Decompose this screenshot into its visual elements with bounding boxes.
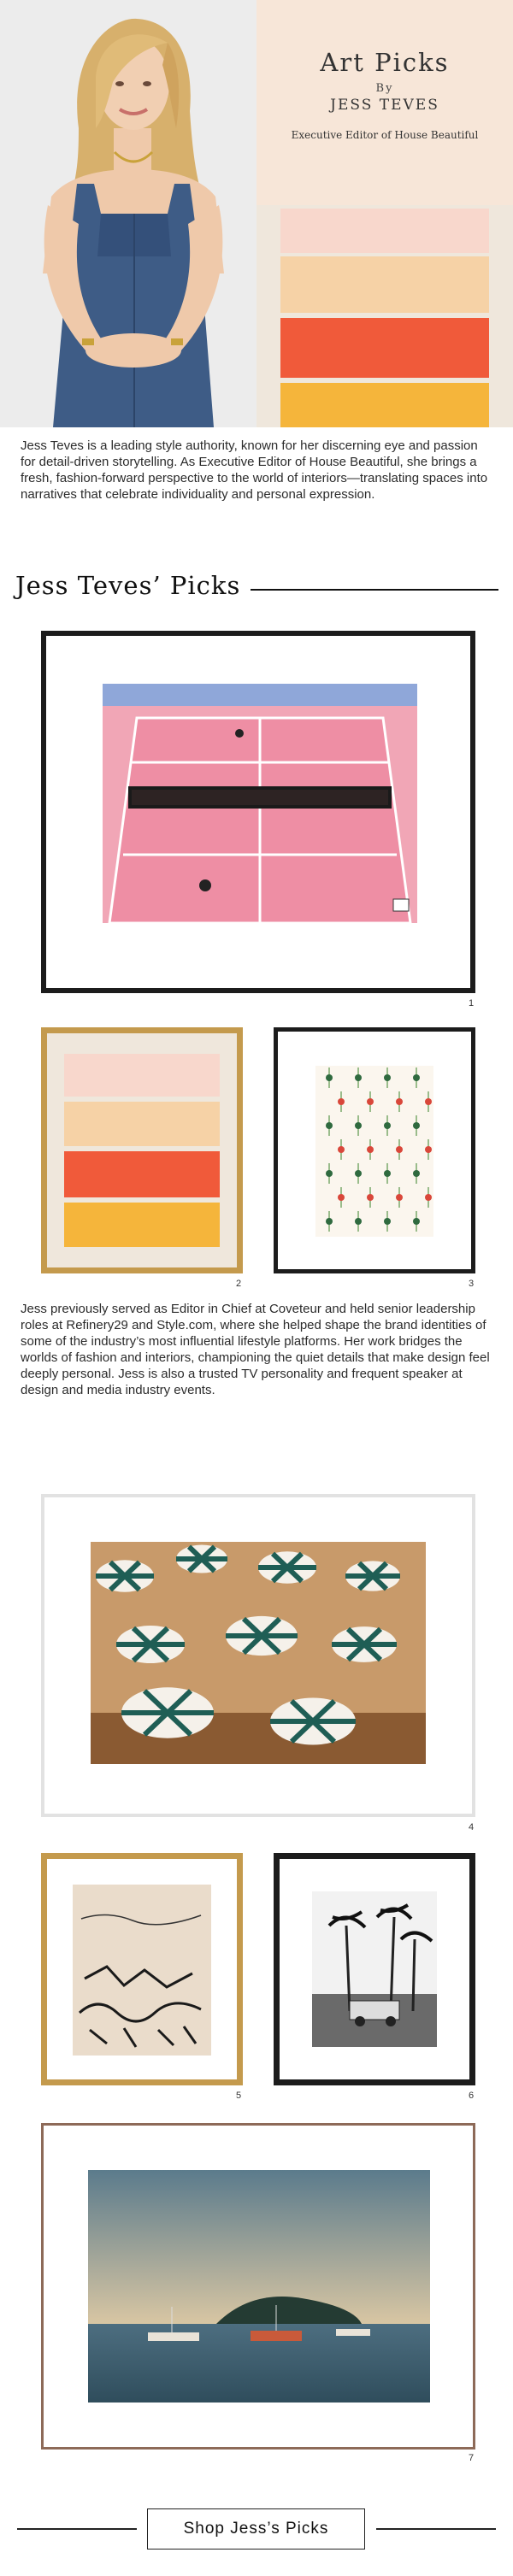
hero-portrait (0, 0, 256, 427)
artwork-6-frame[interactable] (274, 1853, 475, 2085)
portrait-image (0, 0, 256, 427)
hero-title: Art Picks (320, 48, 450, 77)
artwork-1-image (103, 684, 417, 923)
artwork-5-frame[interactable] (41, 1853, 243, 2085)
artwork-2-number: 2 (236, 1279, 242, 1289)
artwork-3-frame[interactable] (274, 1027, 475, 1273)
title-card (256, 0, 513, 205)
artwork-1-frame[interactable] (41, 631, 475, 993)
artwork-3-image (315, 1066, 433, 1237)
intro-paragraph: Jess Teves is a leading style authority, known for her discerning eye and passion for detail-driven storytelling. As Executive Editor of House Beautiful, she brings a fresh, fashion-forward perspective to the world of interiors—translating spaces into narratives that celebrate individuality and personal expression. (21, 438, 488, 502)
artwork-7-image (88, 2170, 430, 2403)
stripe-yellow (280, 383, 489, 427)
hero-banner (0, 0, 513, 427)
artwork-4-number: 4 (469, 1822, 475, 1832)
section-header (15, 571, 503, 605)
hero-title-panel (256, 0, 513, 427)
artwork-2-frame[interactable] (41, 1027, 243, 1273)
artwork-1-number: 1 (469, 998, 475, 1009)
stripe-peach (280, 256, 489, 313)
artwork-4-frame[interactable] (41, 1494, 475, 1817)
artwork-5-image (73, 1885, 211, 2056)
artwork-7-frame[interactable] (41, 2123, 475, 2450)
stripe-orange (280, 318, 489, 378)
footer-divider-right (376, 2528, 496, 2530)
footer-divider-left (17, 2528, 137, 2530)
artwork-3-number: 3 (469, 1279, 475, 1289)
hero-subtitle: Executive Editor of House Beautiful (291, 129, 479, 141)
artwork-2-image (64, 1054, 220, 1247)
artwork-7-number: 7 (469, 2453, 475, 2463)
hero-stripe-art (256, 205, 513, 427)
section-title: Jess Teves’ Picks (15, 571, 241, 600)
hero-name: JESS TEVES (330, 97, 439, 114)
bio-paragraph: Jess previously served as Editor in Chief at Coveteur and held senior leadership roles at Refinery29 and Style.com, where she helped shape the brand identities of some of the industry’s most influential lifestyle platforms. Her work bridges the worlds of fashion and interiors, championing the quiet details that make design feel deeply personal. Jess is also a trusted TV personality and frequent speaker at design and media industry events. (21, 1302, 490, 1397)
stripe-pink (280, 209, 489, 253)
artwork-5-number: 5 (236, 2091, 242, 2101)
hero-by-label: By (375, 82, 394, 95)
artwork-4-image (91, 1542, 426, 1764)
artwork-6-image (312, 1891, 437, 2047)
shop-picks-button[interactable]: Shop Jess’s Picks (147, 2508, 365, 2550)
section-divider (251, 589, 498, 591)
artwork-6-number: 6 (469, 2091, 475, 2101)
